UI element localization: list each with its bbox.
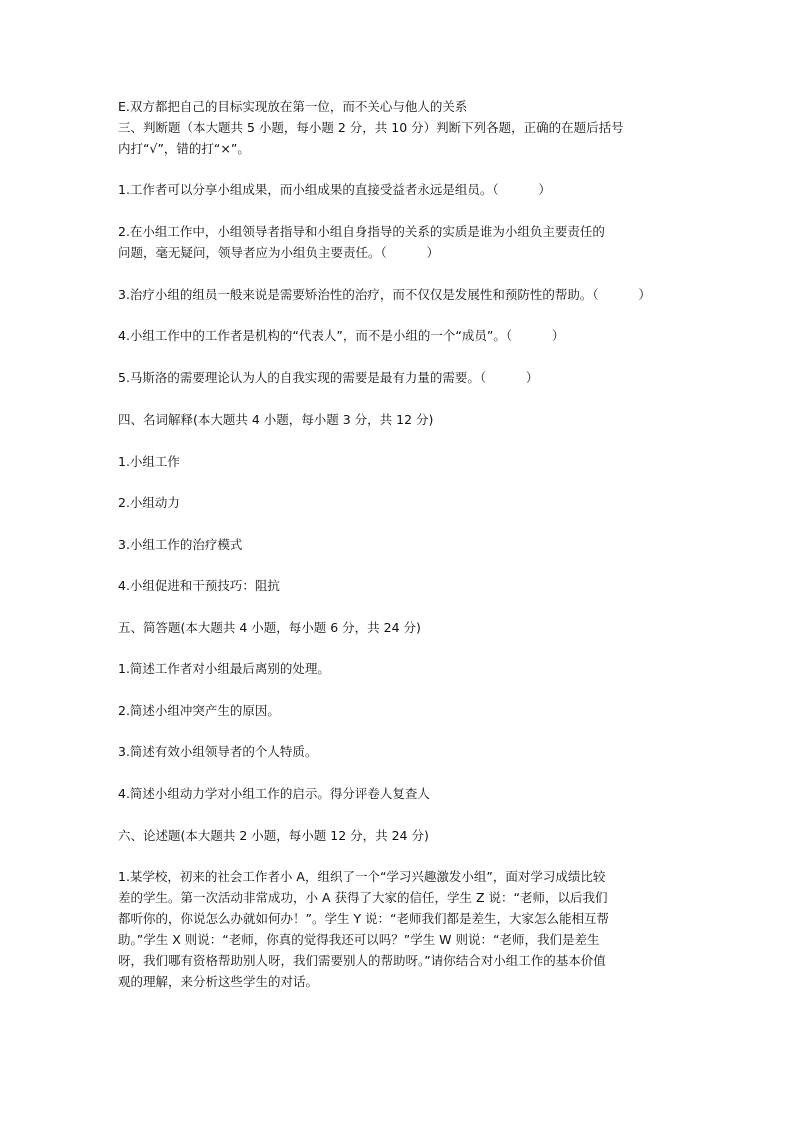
option-e: E.双方都把自己的目标实现放在第一位，而不关心与他人的关系 xyxy=(118,99,468,114)
term-question-3: 3.小组工作的治疗模式 xyxy=(118,537,243,552)
tf-question-2-cont: 问题，毫无疑问，领导者应为小组负主要责任。（ ） xyxy=(118,245,439,260)
term-question-2: 2.小组动力 xyxy=(118,495,180,510)
tf-question-2: 2.在小组工作中，小组领导者指导和小组自身指导的关系的实质是谁为小组负主要责任的 xyxy=(118,224,605,239)
section3-title: 三、判断题（本大题共 5 小题，每小题 2 分，共 10 分）判断下列各题，正确的在题后括号 xyxy=(118,120,624,135)
tf-question-1: 1.工作者可以分享小组成果，而小组成果的直接受益者永远是组员。（ ） xyxy=(118,182,551,197)
essay-question-1-line: 差的学生。第一次活动非常成功，小 A 获得了大家的信任，学生 Z 说：“老师，以后我们 xyxy=(118,890,608,905)
essay-question-1: 1.某学校，初来的社会工作者小 A，组织了一个“学习兴趣激发小组”，面对学习成绩比较 xyxy=(118,869,606,884)
short-question-3: 3.简述有效小组领导者的个人特质。 xyxy=(118,744,318,759)
essay-question-1-line: 助。”学生 X 则说：“老师，你真的觉得我还可以吗？”学生 W 则说：“老师，我们是差生 xyxy=(118,932,600,947)
tf-question-5: 5.马斯洛的需要理论认为人的自我实现的需要是最有力量的需要。（ ） xyxy=(118,370,539,385)
tf-question-4: 4.小组工作中的工作者是机构的“代表人”，而不是小组的一个“成员”。（ ） xyxy=(118,328,565,343)
essay-question-1-line: 观的理解，来分析这些学生的对话。 xyxy=(118,974,319,989)
term-question-4: 4.小组促进和干预技巧：阻抗 xyxy=(118,578,280,593)
essay-question-1-line: 都听你的，你说怎么办就如何办！”。学生 Y 说：“老师我们都是差生，大家怎么能相互帮 xyxy=(118,911,610,926)
section6-title: 六、论述题(本大题共 2 小题，每小题 12 分，共 24 分) xyxy=(118,828,429,843)
section5-title: 五、简答题(本大题共 4 小题，每小题 6 分，共 24 分) xyxy=(118,620,421,635)
section4-title: 四、名词解释(本大题共 4 小题，每小题 3 分，共 12 分) xyxy=(118,412,434,427)
short-question-4: 4.简述小组动力学对小组工作的启示。得分评卷人复查人 xyxy=(118,786,430,801)
essay-question-1-line: 呀，我们哪有资格帮助别人呀，我们需要别人的帮助呀。”请你结合对小组工作的基本价值 xyxy=(118,953,606,968)
tf-question-3: 3.治疗小组的组员一般来说是需要矫治性的治疗，而不仅仅是发展性和预防性的帮助。（ ） xyxy=(118,287,651,302)
short-question-2: 2.简述小组冲突产生的原因。 xyxy=(118,703,280,718)
section3-title-cont: 内打“√”，错的打“×”。 xyxy=(118,141,250,156)
term-question-1: 1.小组工作 xyxy=(118,454,180,469)
short-question-1: 1.简述工作者对小组最后离别的处理。 xyxy=(118,661,330,676)
